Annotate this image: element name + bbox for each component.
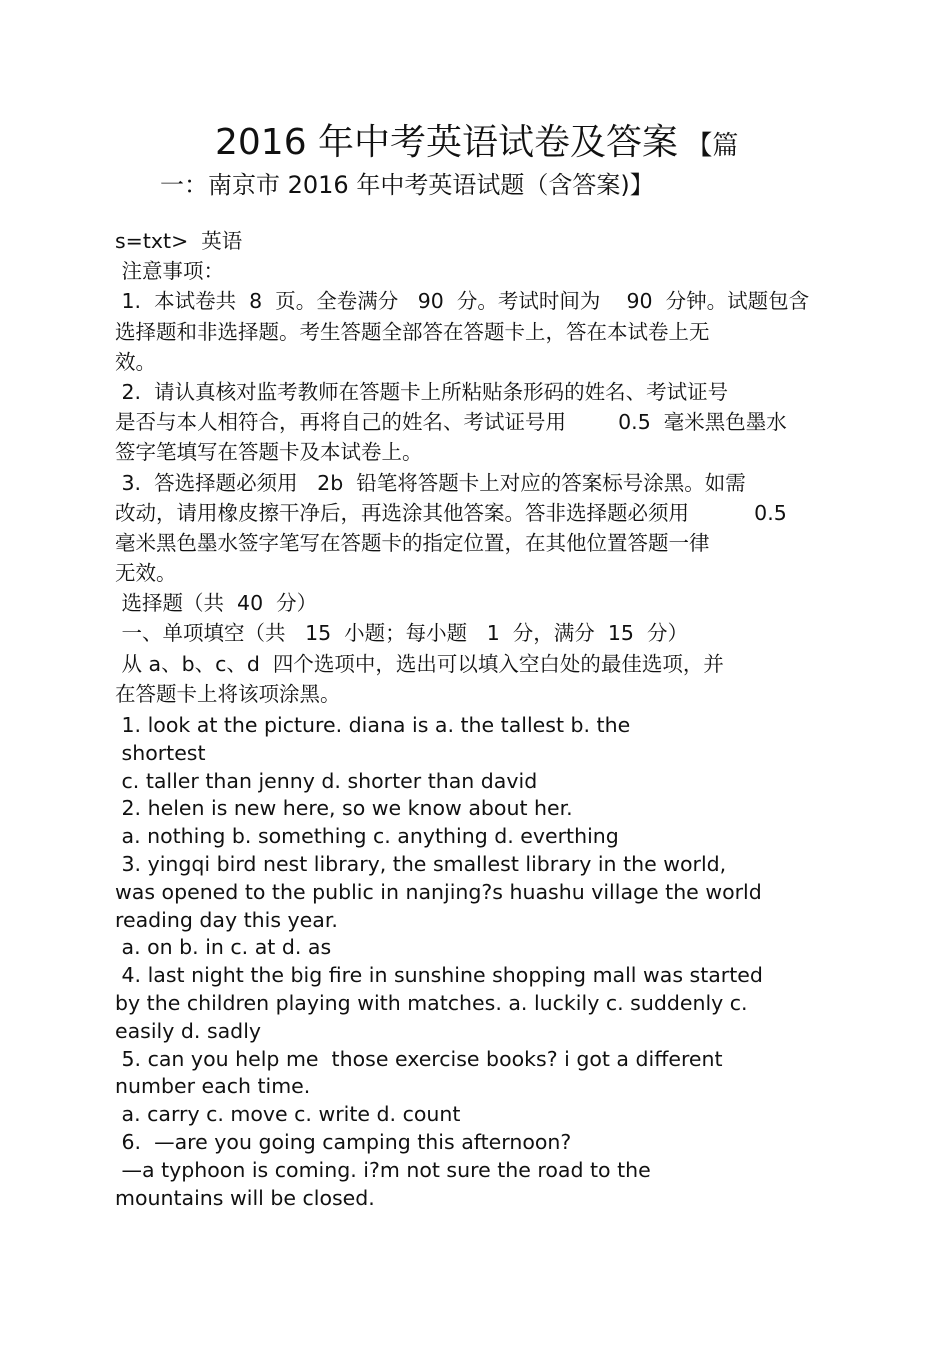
- document-subtitle: 一：南京市 2016 年中考英语试题（含答案)】: [160, 171, 654, 199]
- document-title: [215, 118, 738, 171]
- text-line: 选择题和非选择题。考生答题全部答在答题卡上，答在本试卷上无: [115, 319, 710, 344]
- text-line: was opened to the public in nanjing?s huashu village the world: [115, 879, 762, 904]
- text-line: 签字笔填写在答题卡及本试卷上。: [115, 440, 423, 465]
- text-line: 3. yingqi bird nest library, the smallest library in the world,: [115, 851, 727, 876]
- text-line: by the children playing with matches. a. luckily c. suddenly c.: [115, 990, 748, 1015]
- text-line: c. taller than jenny d. shorter than david: [115, 768, 538, 793]
- text-line: 4. last night the big fire in sunshine shopping mall was started: [115, 963, 763, 988]
- text-line: 5. can you help me those exercise books? i got a different: [115, 1046, 723, 1071]
- questions-section: [115, 712, 835, 1212]
- title-main: 2016 年中考英语试卷及答案: [215, 122, 679, 163]
- text-line: 1. 本试卷共 8 页。全卷满分 90 分。考试时间为 90 分钟。试题包含: [115, 289, 810, 314]
- text-line: 2. 请认真核对监考教师在答题卡上所粘贴条形码的姓名、考试证号: [115, 379, 729, 404]
- text-line: 是否与本人相符合，再将自己的姓名、考试证号用 0.5 毫米黑色墨水: [115, 410, 787, 435]
- text-line: 1. look at the picture. diana is a. the tallest b. the: [115, 713, 631, 737]
- text-line: shortest: [115, 740, 206, 765]
- text-line: 6. —are you going camping this afternoon?: [115, 1129, 572, 1154]
- text-line: a. carry c. move c. write d. count: [115, 1102, 461, 1127]
- title-tag: 【篇: [678, 131, 739, 161]
- text-line: number each time.: [115, 1074, 311, 1099]
- text-line: a. nothing b. something c. anything d. everthing: [115, 824, 619, 849]
- text-line: mountains will be closed.: [115, 1185, 375, 1210]
- instructions-section: [115, 226, 835, 709]
- text-line: 从 a、b、c、d 四个选项中，选出可以填入空白处的最佳选项，并: [115, 651, 724, 676]
- text-line: 改动，请用橡皮擦干净后，再选涂其他答案。答非选择题必须用 0.5: [115, 500, 787, 525]
- text-line: —a typhoon is coming. i?m not sure the road to the: [115, 1157, 651, 1182]
- text-line: a. on b. in c. at d. as: [115, 935, 332, 960]
- text-line: 一、单项填空（共 15 小题；每小题 1 分，满分 15 分）: [115, 621, 688, 646]
- text-line: 2. helen is new here, so we know about her.: [115, 796, 573, 821]
- text-line: 无效。: [115, 561, 177, 586]
- text-line: s=txt> 英语: [115, 229, 243, 253]
- text-line: easily d. sadly: [115, 1018, 262, 1043]
- text-line: 注意事项：: [115, 259, 225, 284]
- text-line: 毫米黑色墨水签字笔写在答题卡的指定位置，在其他位置答题一律: [115, 530, 710, 555]
- text-line: 在答题卡上将该项涂黑。: [115, 681, 341, 706]
- text-line: 选择题（共 40 分）: [115, 591, 318, 616]
- text-line: 效。: [115, 349, 156, 374]
- document-body: [115, 226, 835, 1212]
- text-line: reading day this year.: [115, 907, 338, 932]
- text-line: 3. 答选择题必须用 2b 铅笔将答题卡上对应的答案标号涂黑。如需: [115, 470, 746, 495]
